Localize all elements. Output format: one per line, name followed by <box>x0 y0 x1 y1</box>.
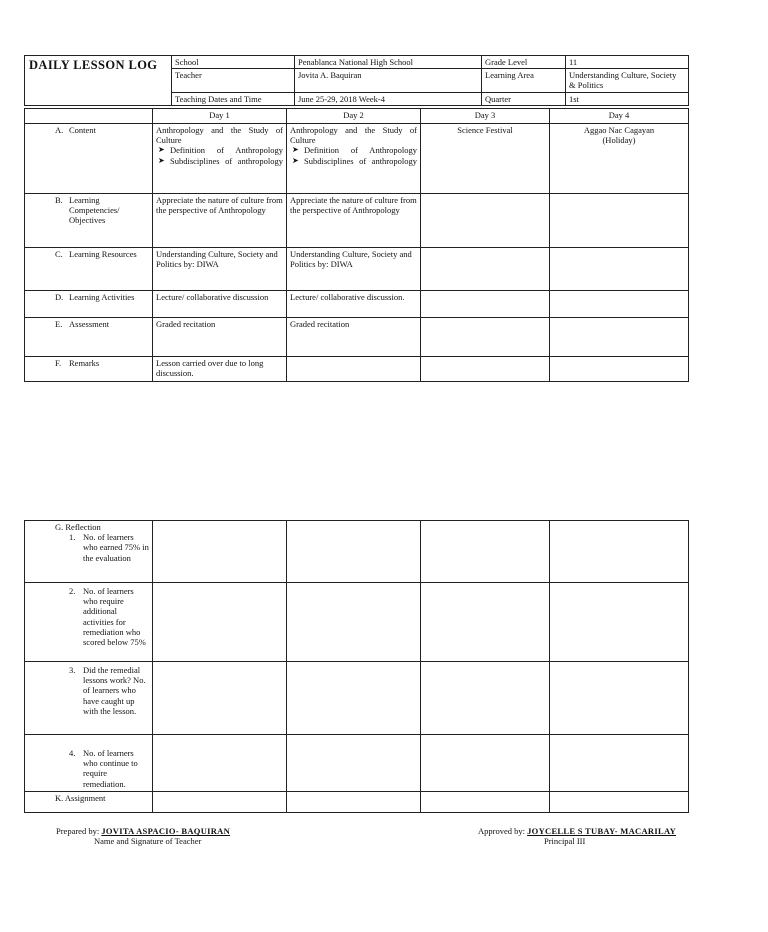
teacher-label: Teacher <box>172 69 295 92</box>
assignment-label: K. Assignment <box>25 792 153 813</box>
resources-row <box>25 248 689 291</box>
activities-day2: Lecture/ collaborative discussion. <box>287 291 421 318</box>
activities-day1: Lecture/ collaborative discussion <box>153 291 287 318</box>
reflection-row <box>25 735 689 792</box>
quarter-value: 1st <box>566 92 689 105</box>
row-letter: A. <box>55 125 64 135</box>
row-label: Learning Resources <box>69 249 137 259</box>
row-label: Content <box>69 125 96 135</box>
content-day1-intro: Anthropology and the Study of Culture <box>156 125 283 146</box>
row-label: Learning Competencies/ Objectives <box>69 195 120 226</box>
content-day2-bullet: ➤ Subdisciplines of anthropology <box>304 156 417 166</box>
assessment-day2: Graded recitation <box>287 318 421 357</box>
content-day1-bullet: ➤ Definition of Anthropology <box>170 145 283 155</box>
resources-day2: Understanding Culture, Society and Politics by: DIWA <box>287 248 421 291</box>
item-number: 4. <box>69 748 76 758</box>
reflection-row <box>25 521 689 583</box>
activities-row <box>25 291 689 318</box>
day-4-header: Day 4 <box>550 109 689 124</box>
prepared-caption: Name and Signature of Teacher <box>94 836 202 847</box>
content-day3: Science Festival <box>421 124 550 194</box>
competencies-day1: Appreciate the nature of culture from the perspective of Anthropology <box>153 194 287 248</box>
assessment-row <box>25 318 689 357</box>
reflection-row <box>25 583 689 662</box>
school-value: Penablanca National High School <box>295 56 482 69</box>
content-day1-bullet: ➤ Subdisciplines of anthropology <box>170 156 283 166</box>
row-letter: B. <box>55 195 63 205</box>
resources-day1: Understanding Culture, Society and Politics by: DIWA <box>153 248 287 291</box>
grade-label: Grade Level <box>482 56 566 69</box>
prepared-label: Prepared by: <box>56 826 100 836</box>
item-number: 3. <box>69 665 76 675</box>
content-day2-intro: Anthropology and the Study of Culture <box>290 125 417 146</box>
content-row <box>25 124 689 194</box>
competencies-day2: Appreciate the nature of culture from the perspective of Anthropology <box>287 194 421 248</box>
reflection-heading: G. Reflection <box>55 522 101 532</box>
teacher-value: Jovita A. Baquiran <box>295 69 482 92</box>
header-table <box>24 55 689 106</box>
reflection-table <box>24 520 689 813</box>
grade-value: 11 <box>566 56 689 69</box>
area-value: Understanding Culture, Society & Politics <box>566 69 689 92</box>
area-label: Learning Area <box>482 69 566 92</box>
content-day4: Aggao Nac Cagayan (Holiday) <box>550 124 689 194</box>
assignment-row <box>25 792 689 813</box>
row-label: Remarks <box>69 358 100 368</box>
reflection-item: No. of learners who continue to require remediation. <box>83 748 138 789</box>
row-letter: C. <box>55 249 63 259</box>
reflection-item: No. of learners who earned 75% in the evaluation <box>83 532 149 563</box>
row-letter: F. <box>55 358 62 368</box>
reflection-row <box>25 662 689 735</box>
school-label: School <box>172 56 295 69</box>
day-1-header: Day 1 <box>153 109 287 124</box>
content-day2-bullet: ➤ Definition of Anthropology <box>304 145 417 155</box>
day-2-header: Day 2 <box>287 109 421 124</box>
remarks-day1: Lesson carried over due to long discussion. <box>153 357 287 382</box>
assessment-day1: Graded recitation <box>153 318 287 357</box>
reflection-item: No. of learners who require additional activities for remediation who scored below 75% <box>83 586 146 647</box>
lesson-table <box>24 108 689 382</box>
approved-by-block <box>478 826 676 846</box>
approved-name: JOYCELLE S TUBAY- MACARILAY <box>527 826 677 836</box>
remarks-row <box>25 357 689 382</box>
prepared-name: JOVITA ASPACIO- BAQUIRAN <box>101 826 231 836</box>
prepared-by-block <box>56 826 230 846</box>
day-3-header: Day 3 <box>421 109 550 124</box>
approved-label: Approved by: <box>478 826 525 836</box>
approved-caption: Principal III <box>544 836 586 847</box>
competencies-row <box>25 194 689 248</box>
row-letter: D. <box>55 292 64 302</box>
quarter-label: Quarter <box>482 92 566 105</box>
log-title: DAILY LESSON LOG <box>25 56 172 106</box>
row-letter: E. <box>55 319 63 329</box>
row-label: Assessment <box>69 319 110 329</box>
item-number: 1. <box>69 532 76 543</box>
day-header-row <box>25 109 689 124</box>
row-label: Learning Activities <box>69 292 135 302</box>
dates-label: Teaching Dates and Time <box>172 92 295 105</box>
dates-value: June 25-29, 2018 Week-4 <box>295 92 482 105</box>
reflection-item: Did the remedial lessons work? No. of learners who have caught up with the lesson. <box>83 665 146 716</box>
item-number: 2. <box>69 586 76 596</box>
